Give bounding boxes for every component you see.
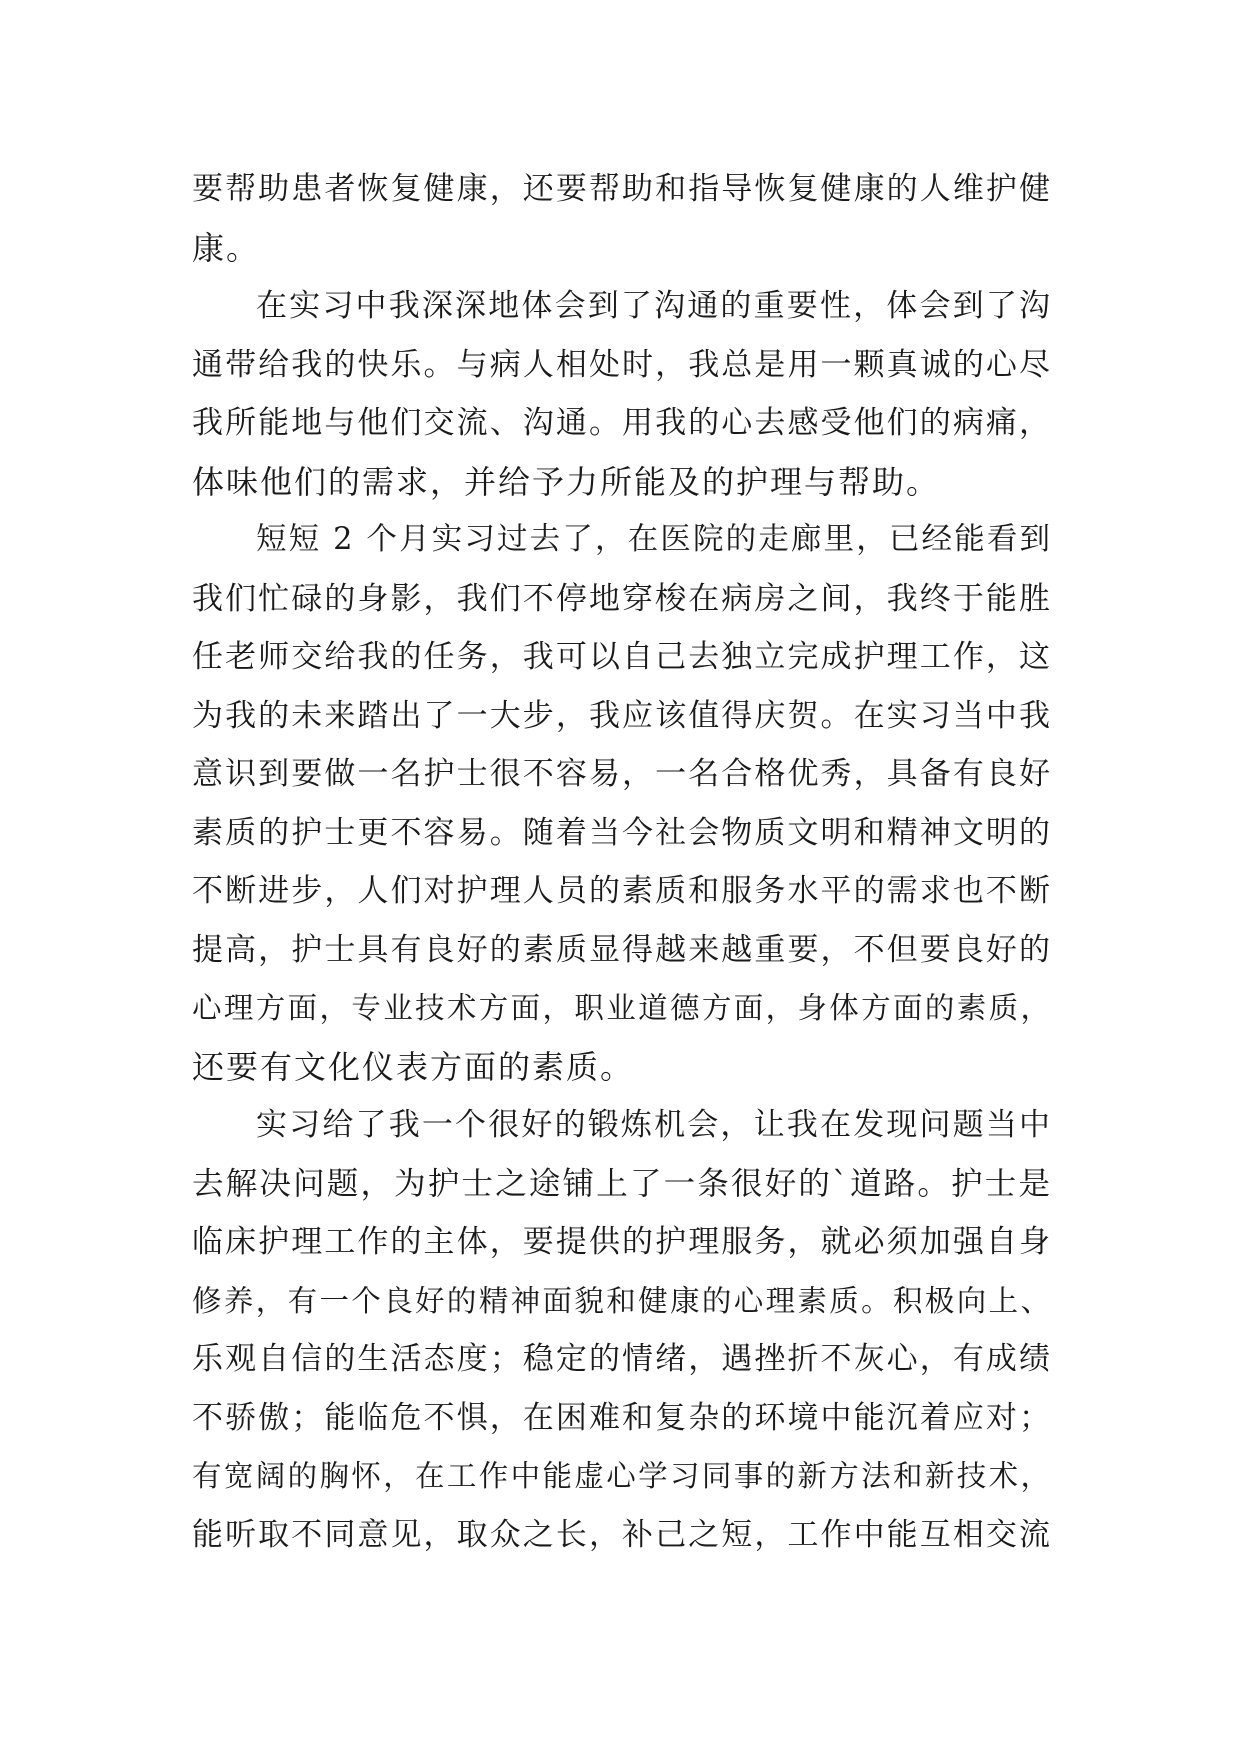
text-line: 乐观自信的生活态度；稳定的情绪，遇挫折不灰心，有成绩 [192,1341,1052,1377]
text-line: 去解决问题，为护士之途铺上了一条很好的`道路。护士是 [192,1165,1052,1202]
text-line: 意识到要做一名护士很不容易，一名合格优秀，具备有良好 [192,756,1052,792]
text-line: 我所能地与他们交流、沟通。用我的心去感受他们的病痛， [192,405,1052,441]
paragraph-1 [192,160,1052,277]
text-line: 不骄傲；能临危不惧，在困难和复杂的环境中能沉着应对； [192,1399,1052,1436]
text-line: 通带给我的快乐。与病人相处时，我总是用一颗真诚的心尽 [192,346,1052,383]
text-line: 为我的未来踏出了一大步，我应该值得庆贺。在实习当中我 [192,697,1052,734]
text-line: 在实习中我深深地体会到了沟通的重要性，体会到了沟 [256,288,1052,324]
text-line: 体味他们的需求，并给予力所能及的护理与帮助。 [192,462,941,501]
text-line: 短短 2 个月实习过去了，在医院的走廊里，已经能看到 [256,522,1052,557]
text-line: 修养，有一个良好的精神面貌和健康的心理素质。积极向上、 [192,1283,1052,1318]
text-line: 还要有文化仪表方面的素质。 [192,1047,635,1086]
paragraph-4 [192,1096,1052,1564]
body-text [192,160,1052,1564]
text-line: 我们忙碌的身影，我们不停地穿梭在病房之间，我终于能胜 [192,580,1052,617]
paragraph-2 [192,277,1052,511]
text-line: 要帮助患者恢复健康，还要帮助和指导恢复健康的人维护健 [192,171,1052,207]
text-line: 实习给了我一个很好的锻炼机会，让我在发现问题当中 [256,1107,1052,1143]
paragraph-3 [192,511,1052,1096]
text-line: 心理方面，专业技术方面，职业道德方面，身体方面的素质， [192,991,1052,1025]
text-line: 素质的护士更不容易。随着当今社会物质文明和精神文明的 [192,814,1052,851]
text-line: 有宽阔的胸怀，在工作中能虚心学习同事的新方法和新技术， [192,1459,1052,1493]
text-line: 临床护理工作的主体，要提供的护理服务，就必须加强自身 [192,1224,1052,1260]
text-line: 任老师交给我的任务，我可以自己去独立完成护理工作，这 [192,639,1052,675]
text-line: 不断进步，人们对护理人员的素质和服务水平的需求也不断 [192,873,1052,909]
text-line: 康。 [192,228,261,267]
text-line: 提高，护士具有良好的素质显得越来越重要，不但要良好的 [192,931,1052,968]
text-line: 能听取不同意见，取众之长，补己之短，工作中能互相交流 [192,1516,1052,1553]
